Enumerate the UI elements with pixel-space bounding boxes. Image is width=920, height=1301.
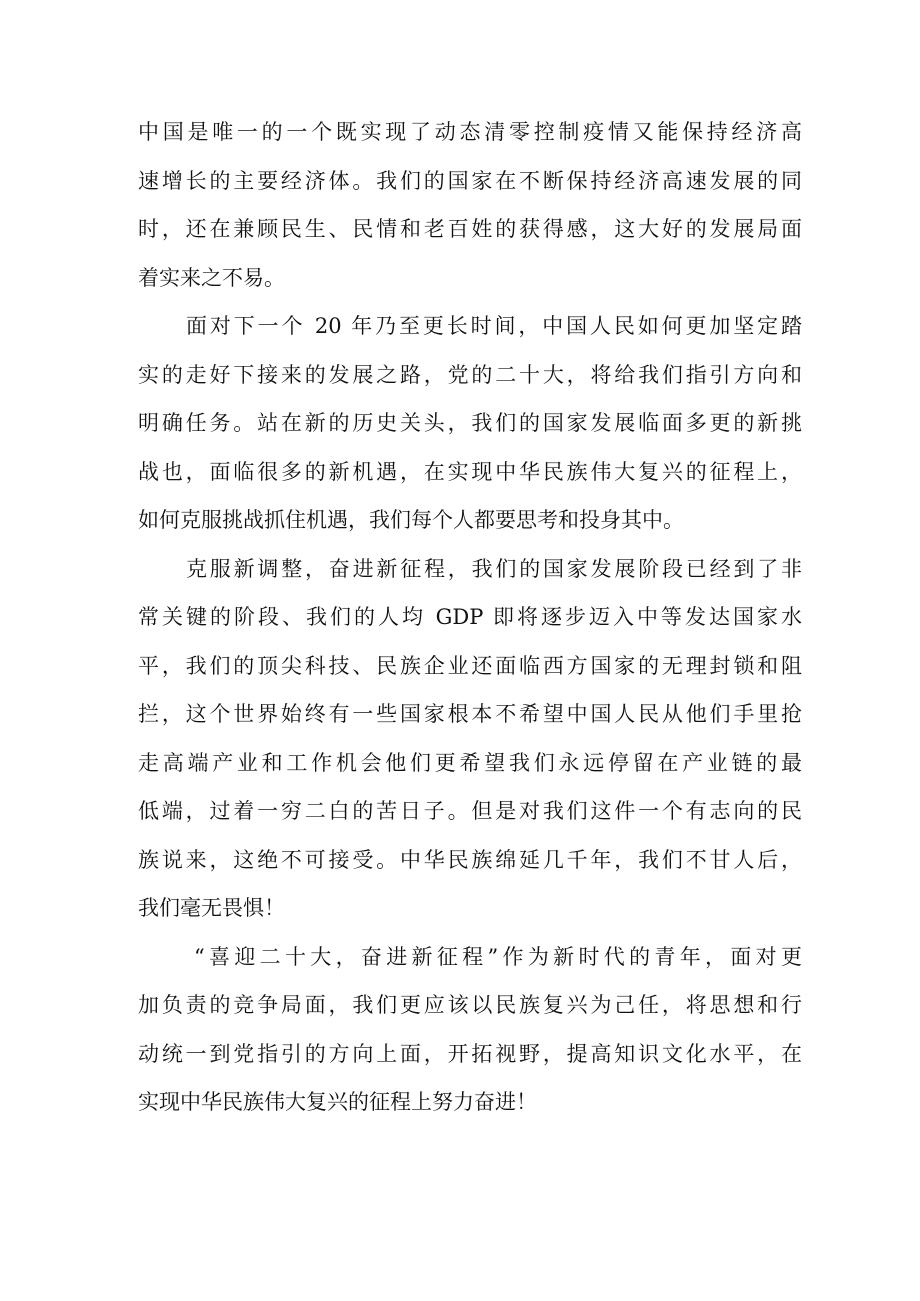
document-body — [138, 108, 802, 1127]
paragraph-line: 走高端产业和工作机会他们更希望我们永远停留在产业链的最 — [138, 750, 802, 775]
paragraph-line: 如何克服挑战抓住机遇，我们每个人都要思考和投身其中。 — [138, 508, 684, 532]
paragraph-line: 拦，这个世界始终有一些国家根本不希望中国人民从他们手里抢 — [138, 702, 802, 726]
paragraph-line: 动统一到党指引的方向上面，开拓视野，提高知识文化水平，在 — [138, 1041, 802, 1066]
paragraph-line: 加负责的竞争局面，我们更应该以民族复兴为己任，将思想和行 — [138, 993, 802, 1017]
paragraph-2 — [138, 302, 802, 545]
paragraph-line: 常关键的阶段、我们的人均 GDP 即将逐步迈入中等发达国家水 — [138, 605, 802, 629]
paragraph-line: 中国是唯一的一个既实现了动态清零控制疫情又能保持经济高 — [138, 120, 802, 144]
paragraph-line: 我们毫无畏惧！ — [138, 896, 285, 920]
paragraph-line: 速增长的主要经济体。我们的国家在不断保持经济高速发展的同 — [138, 168, 802, 193]
paragraph-line: 克服新调整，奋进新征程，我们的国家发展阶段已经到了非 — [186, 556, 802, 581]
paragraph-line: “喜迎二十大，奋进新征程”作为新时代的青年，面对更 — [194, 944, 802, 969]
paragraph-line: 明确任务。站在新的历史关头，我们的国家发展临面多更的新挑 — [138, 411, 802, 435]
paragraph-line: 战也，面临很多的新机遇，在实现中华民族伟大复兴的征程上， — [138, 459, 802, 484]
paragraph-line: 面对下一个 20 年乃至更长时间，中国人民如何更加坚定踏 — [186, 314, 802, 338]
paragraph-3 — [138, 545, 802, 933]
paragraph-line: 平，我们的顶尖科技、民族企业还面临西方国家的无理封锁和阻 — [138, 653, 802, 678]
paragraph-line: 低端，过着一穷二白的苦日子。但是对我们这件一个有志向的民 — [138, 799, 802, 823]
paragraph-1 — [138, 108, 802, 302]
paragraph-line: 实现中华民族伟大复兴的征程上努力奋进！ — [138, 1090, 537, 1114]
paragraph-line: 族说来，这绝不可接受。中华民族绵延几千年，我们不甘人后， — [138, 847, 802, 872]
paragraph-4 — [138, 933, 802, 1127]
paragraph-line: 实的走好下接来的发展之路，党的二十大，将给我们指引方向和 — [138, 362, 802, 387]
paragraph-line: 时，还在兼顾民生、民情和老百姓的获得感，这大好的发展局面 — [138, 217, 802, 241]
paragraph-line: 着实来之不易。 — [138, 265, 285, 290]
